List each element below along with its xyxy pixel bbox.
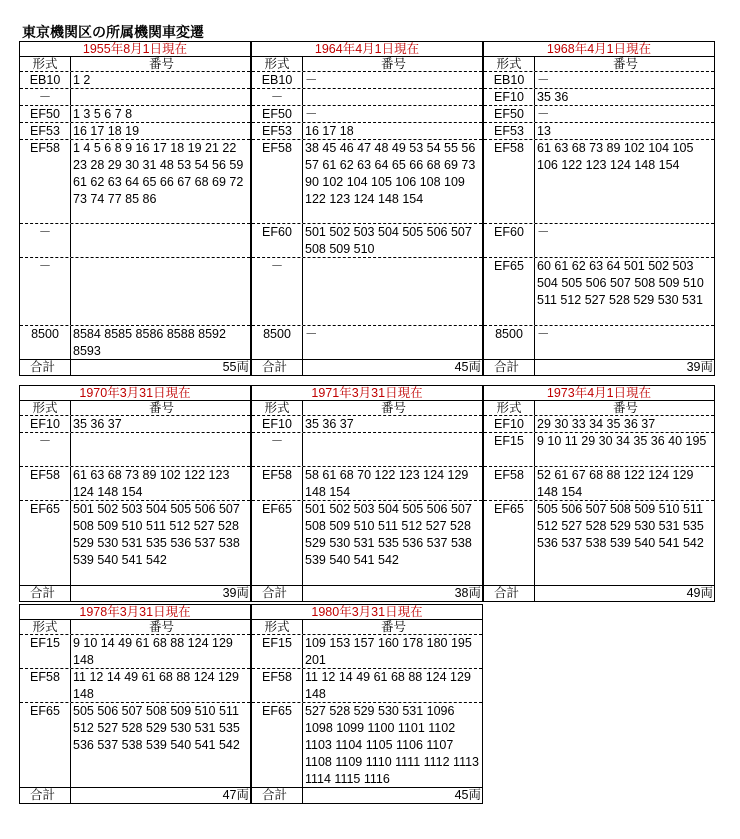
total-label: 合計	[20, 360, 71, 375]
total-label: 合計	[484, 360, 535, 375]
model-cell: EF58	[252, 669, 303, 702]
number-cell: 505 506 507 508 509 510 511 512 527 528 529 530 531 535 536 537 538 539 540 541 542	[73, 704, 240, 752]
number-cell: －	[305, 73, 318, 87]
number-cell: 501 502 503 504 505 506 507 508 509 510 511 512 527 528 529 530 531 535 536 537 538 539 540 541 542	[73, 502, 240, 567]
number-cell: 8584 8585 8586 8588 8592 8593	[73, 327, 226, 358]
table-row	[20, 635, 250, 669]
model-cell: －	[252, 258, 303, 325]
total-row	[252, 359, 482, 375]
table-row	[484, 106, 714, 123]
model-cell: EF15	[20, 635, 71, 668]
total-row	[252, 585, 482, 601]
model-cell: EF65	[20, 501, 71, 585]
number-cell: －	[537, 327, 550, 341]
table-row	[20, 326, 250, 360]
column-header-number: 番号	[148, 57, 174, 71]
model-cell: －	[20, 224, 71, 257]
total-label: 合計	[20, 586, 71, 601]
page-title: 東京機関区の所属機関車変遷	[22, 24, 204, 40]
model-cell: EF65	[252, 703, 303, 787]
model-cell: EF50	[484, 106, 535, 122]
table-row	[20, 258, 250, 326]
number-cell: －	[537, 107, 550, 121]
table-row	[252, 703, 482, 788]
number-cell	[303, 258, 482, 325]
model-cell: EF15	[484, 433, 535, 466]
model-cell: EF60	[484, 224, 535, 257]
model-cell: EF65	[484, 501, 535, 585]
table-row	[252, 258, 482, 326]
table-row	[252, 106, 482, 123]
model-cell: －	[252, 89, 303, 105]
column-header-number: 番号	[148, 620, 174, 634]
table-row	[484, 224, 714, 258]
table-row	[484, 140, 714, 224]
model-cell: EF50	[20, 106, 71, 122]
total-row	[20, 359, 250, 375]
number-cell: 16 17 18 19	[73, 124, 140, 138]
model-cell: EF58	[20, 669, 71, 702]
table-row	[252, 224, 482, 258]
number-cell: 1 2	[73, 73, 91, 87]
column-header	[20, 57, 250, 72]
model-cell: EF58	[252, 140, 303, 223]
number-cell: 11 12 14 49 61 68 88 124 129 148	[305, 670, 471, 701]
number-cell: －	[305, 327, 318, 341]
total-row	[20, 787, 250, 803]
total-row	[20, 585, 250, 601]
table-row	[20, 703, 250, 788]
table-row	[484, 501, 714, 586]
number-cell	[71, 258, 250, 325]
model-cell: －	[20, 89, 71, 105]
model-cell: EF53	[252, 123, 303, 139]
column-header-model: 形式	[252, 401, 303, 415]
model-cell: EF10	[484, 89, 535, 105]
number-cell: 35 36 37	[305, 417, 354, 431]
model-cell: EF58	[252, 467, 303, 500]
number-cell	[71, 89, 250, 105]
total-value: 45両	[454, 788, 481, 802]
number-cell: －	[537, 225, 550, 239]
model-cell: EB10	[20, 72, 71, 88]
table-row	[252, 123, 482, 140]
total-value: 49両	[686, 586, 713, 600]
table-row	[484, 89, 714, 106]
number-cell: 61 63 68 73 89 102 104 105 106 122 123 124 148 154	[537, 141, 694, 172]
roster-section	[251, 41, 483, 376]
table-row	[20, 416, 250, 433]
table-row	[484, 326, 714, 360]
model-cell: EF58	[20, 467, 71, 500]
column-header	[252, 401, 482, 416]
table-row	[252, 669, 482, 703]
roster-section	[19, 41, 251, 376]
model-cell: －	[20, 258, 71, 325]
total-value: 39両	[222, 586, 249, 600]
roster-section	[251, 385, 483, 602]
table-row	[20, 123, 250, 140]
column-header-model: 形式	[20, 620, 71, 634]
table-row	[20, 72, 250, 89]
model-cell: 8500	[20, 326, 71, 359]
column-header-number: 番号	[148, 401, 174, 415]
table-row	[252, 501, 482, 586]
model-cell: 8500	[484, 326, 535, 359]
section-date: 1955年8月1日現在	[20, 42, 250, 57]
model-cell: EF65	[20, 703, 71, 787]
model-cell: EF10	[484, 416, 535, 432]
column-header	[20, 620, 250, 635]
column-header	[484, 57, 714, 72]
column-header-number: 番号	[612, 401, 638, 415]
number-cell: 52 61 67 68 88 122 124 129 148 154	[537, 468, 694, 499]
column-header-number: 番号	[380, 401, 406, 415]
column-header	[484, 401, 714, 416]
column-header	[20, 401, 250, 416]
model-cell: EF10	[20, 416, 71, 432]
number-cell: 13	[537, 124, 551, 138]
total-label: 合計	[252, 788, 303, 803]
table-row	[20, 669, 250, 703]
model-cell: EF53	[484, 123, 535, 139]
number-cell	[71, 433, 250, 466]
model-cell: EF65	[484, 258, 535, 325]
table-row	[20, 89, 250, 106]
column-header-model: 形式	[252, 620, 303, 634]
number-cell: －	[537, 73, 550, 87]
number-cell: 60 61 62 63 64 501 502 503 504 505 506 507 508 509 510 511 512 527 528 529 530 531	[537, 259, 704, 307]
number-cell: 1 4 5 6 8 9 16 17 18 19 21 22 23 28 29 30 31 48 53 54 56 59 61 62 63 64 65 66 67 68 69 72 73 74 77 85 86	[73, 141, 244, 206]
roster-section	[483, 385, 715, 602]
section-date: 1964年4月1日現在	[252, 42, 482, 57]
number-cell: 38 45 46 47 48 49 53 54 55 56 57 61 62 63 64 65 66 68 69 73 90 102 104 105 106 108 109 122 123 124 148 154	[305, 141, 476, 206]
table-row	[252, 89, 482, 106]
table-row	[484, 72, 714, 89]
total-value: 45両	[454, 360, 481, 374]
number-cell	[303, 89, 482, 105]
number-cell: 1 3 5 6 7 8	[73, 107, 133, 121]
number-cell: 501 502 503 504 505 506 507 508 509 510	[305, 225, 472, 256]
model-cell: －	[252, 433, 303, 466]
roster-section	[251, 604, 483, 804]
table-row	[484, 433, 714, 467]
roster-section	[19, 385, 251, 602]
section-date: 1971年3月31日現在	[252, 386, 482, 401]
section-date: 1968年4月1日現在	[484, 42, 714, 57]
total-value: 39両	[686, 360, 713, 374]
table-row	[20, 433, 250, 467]
roster-section	[483, 41, 715, 376]
column-header-model: 形式	[20, 57, 71, 71]
table-row	[20, 140, 250, 224]
number-cell: 9 10 11 29 30 34 35 36 40 195	[537, 434, 707, 448]
total-value: 55両	[222, 360, 249, 374]
model-cell: EF65	[252, 501, 303, 585]
roster-section	[19, 604, 251, 804]
column-header-model: 形式	[252, 57, 303, 71]
number-cell	[303, 433, 482, 466]
model-cell: EB10	[252, 72, 303, 88]
section-date: 1973年4月1日現在	[484, 386, 714, 401]
total-label: 合計	[252, 360, 303, 375]
number-cell: 9 10 14 49 61 68 88 124 129 148	[73, 636, 233, 667]
table-row	[484, 123, 714, 140]
table-row	[484, 258, 714, 326]
table-row	[20, 501, 250, 586]
table-row	[252, 433, 482, 467]
number-cell: 61 63 68 73 89 102 122 123 124 148 154	[73, 468, 230, 499]
number-cell: 527 528 529 530 531 1096 1098 1099 1100 1101 1102 1103 1104 1105 1106 1107 1108 1109 1110 1111 1112 1113 1114 1115 1116	[305, 704, 480, 786]
model-cell: 8500	[252, 326, 303, 359]
column-header	[252, 620, 482, 635]
model-cell: EF10	[252, 416, 303, 432]
column-header-model: 形式	[20, 401, 71, 415]
table-row	[20, 224, 250, 258]
column-header	[252, 57, 482, 72]
total-label: 合計	[484, 586, 535, 601]
total-value: 38両	[454, 586, 481, 600]
table-row	[252, 467, 482, 501]
total-value: 47両	[222, 788, 249, 802]
model-cell: EF58	[484, 140, 535, 223]
model-cell: EF58	[20, 140, 71, 223]
table-row	[484, 416, 714, 433]
model-cell: －	[20, 433, 71, 466]
total-row	[252, 787, 482, 803]
number-cell	[71, 224, 250, 257]
table-row	[20, 106, 250, 123]
model-cell: EF50	[252, 106, 303, 122]
column-header-model: 形式	[484, 57, 535, 71]
table-row	[252, 140, 482, 224]
table-row	[252, 416, 482, 433]
model-cell: EF58	[484, 467, 535, 500]
table-row	[252, 326, 482, 360]
table-row	[484, 467, 714, 501]
total-row	[484, 359, 714, 375]
number-cell: 29 30 33 34 35 36 37	[537, 417, 656, 431]
model-cell: EF60	[252, 224, 303, 257]
number-cell: 11 12 14 49 61 68 88 124 129 148	[73, 670, 239, 701]
total-row	[484, 585, 714, 601]
column-header-number: 番号	[612, 57, 638, 71]
table-row	[252, 635, 482, 669]
total-label: 合計	[20, 788, 71, 803]
column-header-model: 形式	[484, 401, 535, 415]
number-cell: 505 506 507 508 509 510 511 512 527 528 529 530 531 535 536 537 538 539 540 541 542	[537, 502, 704, 550]
model-cell: EF53	[20, 123, 71, 139]
table-row	[20, 467, 250, 501]
section-date: 1980年3月31日現在	[252, 605, 482, 620]
number-cell: 16 17 18	[305, 124, 354, 138]
model-cell: EF15	[252, 635, 303, 668]
number-cell: 58 61 68 70 122 123 124 129 148 154	[305, 468, 469, 499]
total-label: 合計	[252, 586, 303, 601]
section-date: 1970年3月31日現在	[20, 386, 250, 401]
number-cell: 501 502 503 504 505 506 507 508 509 510 511 512 527 528 529 530 531 535 536 537 538 539 540 541 542	[305, 502, 472, 567]
column-header-number: 番号	[380, 620, 406, 634]
column-header-number: 番号	[380, 57, 406, 71]
model-cell: EB10	[484, 72, 535, 88]
table-row	[252, 72, 482, 89]
number-cell: 35 36	[537, 90, 569, 104]
number-cell: －	[305, 107, 318, 121]
number-cell: 109 153 157 160 178 180 195 201	[305, 636, 472, 667]
number-cell: 35 36 37	[73, 417, 122, 431]
section-date: 1978年3月31日現在	[20, 605, 250, 620]
